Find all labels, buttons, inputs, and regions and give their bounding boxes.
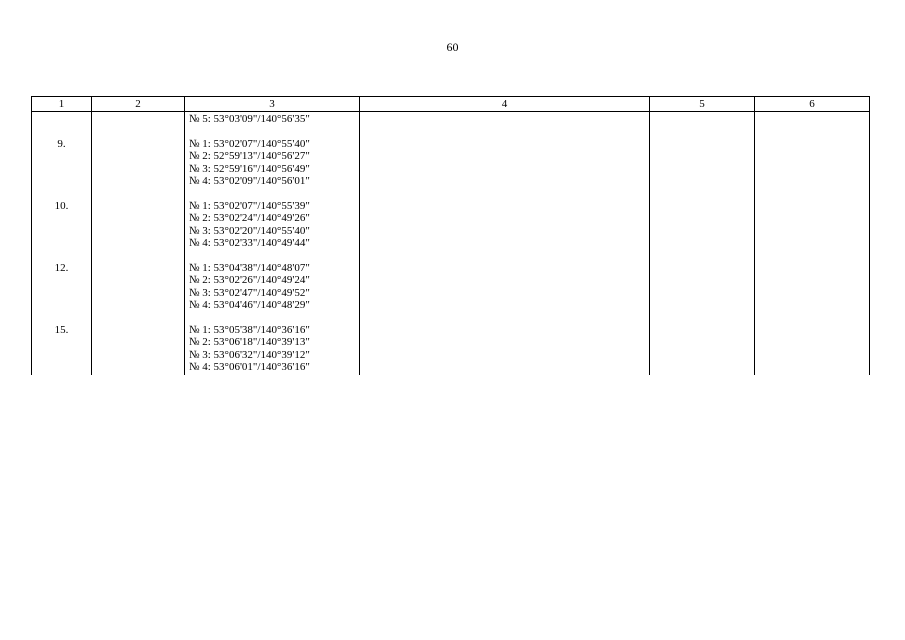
size-area bbox=[650, 323, 755, 375]
boundary-description bbox=[360, 137, 650, 189]
size-area bbox=[650, 137, 755, 189]
base-points: № 1: 53°02'07"/140°55'39" № 2: 53°02'24"/140°49'26" № 3: 53°02'20"/140°55'40" № 4: 53°02'33"/140°49'44" bbox=[185, 199, 360, 251]
row-spacer bbox=[32, 313, 870, 323]
water-body-name bbox=[92, 323, 185, 375]
row-number bbox=[32, 112, 92, 127]
row-spacer bbox=[32, 189, 870, 199]
table-header-row bbox=[32, 97, 870, 112]
col-header-3: 3 bbox=[185, 97, 360, 112]
col-header-1: 1 bbox=[32, 97, 92, 112]
boundary-description bbox=[360, 199, 650, 251]
purpose bbox=[755, 261, 870, 313]
table-row bbox=[32, 199, 870, 251]
boundary-description bbox=[360, 112, 650, 127]
fishing-areas-table bbox=[31, 96, 870, 375]
row-number: 10. bbox=[32, 199, 92, 251]
size-area bbox=[650, 261, 755, 313]
base-points: № 5: 53°03'09"/140°56'35" bbox=[185, 112, 360, 127]
purpose bbox=[755, 112, 870, 127]
table-row bbox=[32, 323, 870, 375]
col-header-2: 2 bbox=[92, 97, 185, 112]
base-points: № 1: 53°02'07"/140°55'40" № 2: 52°59'13"/140°56'27" № 3: 52°59'16"/140°56'49" № 4: 53°02'09"/140°56'01" bbox=[185, 137, 360, 189]
size-area bbox=[650, 199, 755, 251]
col-header-5: 5 bbox=[650, 97, 755, 112]
purpose bbox=[755, 323, 870, 375]
purpose bbox=[755, 199, 870, 251]
row-spacer bbox=[32, 251, 870, 261]
table-row bbox=[32, 261, 870, 313]
water-body-name bbox=[92, 137, 185, 189]
col-header-6: 6 bbox=[755, 97, 870, 112]
boundary-description bbox=[360, 261, 650, 313]
page-number: 60 bbox=[446, 40, 459, 54]
size-area bbox=[650, 112, 755, 127]
row-number: 12. bbox=[32, 261, 92, 313]
water-body-name bbox=[92, 261, 185, 313]
row-number: 15. bbox=[32, 323, 92, 375]
base-points: № 1: 53°05'38"/140°36'16" № 2: 53°06'18"/140°39'13" № 3: 53°06'32"/140°39'12" № 4: 53°06'01"/140°36'16" bbox=[185, 323, 360, 375]
water-body-name bbox=[92, 112, 185, 127]
row-number: 9. bbox=[32, 137, 92, 189]
base-points: № 1: 53°04'38"/140°48'07" № 2: 53°02'26"/140°49'24" № 3: 53°02'47"/140°49'52" № 4: 53°04'46"/140°48'29" bbox=[185, 261, 360, 313]
water-body-name bbox=[92, 199, 185, 251]
table-row bbox=[32, 112, 870, 127]
purpose bbox=[755, 137, 870, 189]
row-spacer bbox=[32, 127, 870, 137]
boundary-description bbox=[360, 323, 650, 375]
col-header-4: 4 bbox=[360, 97, 650, 112]
table-row bbox=[32, 137, 870, 189]
